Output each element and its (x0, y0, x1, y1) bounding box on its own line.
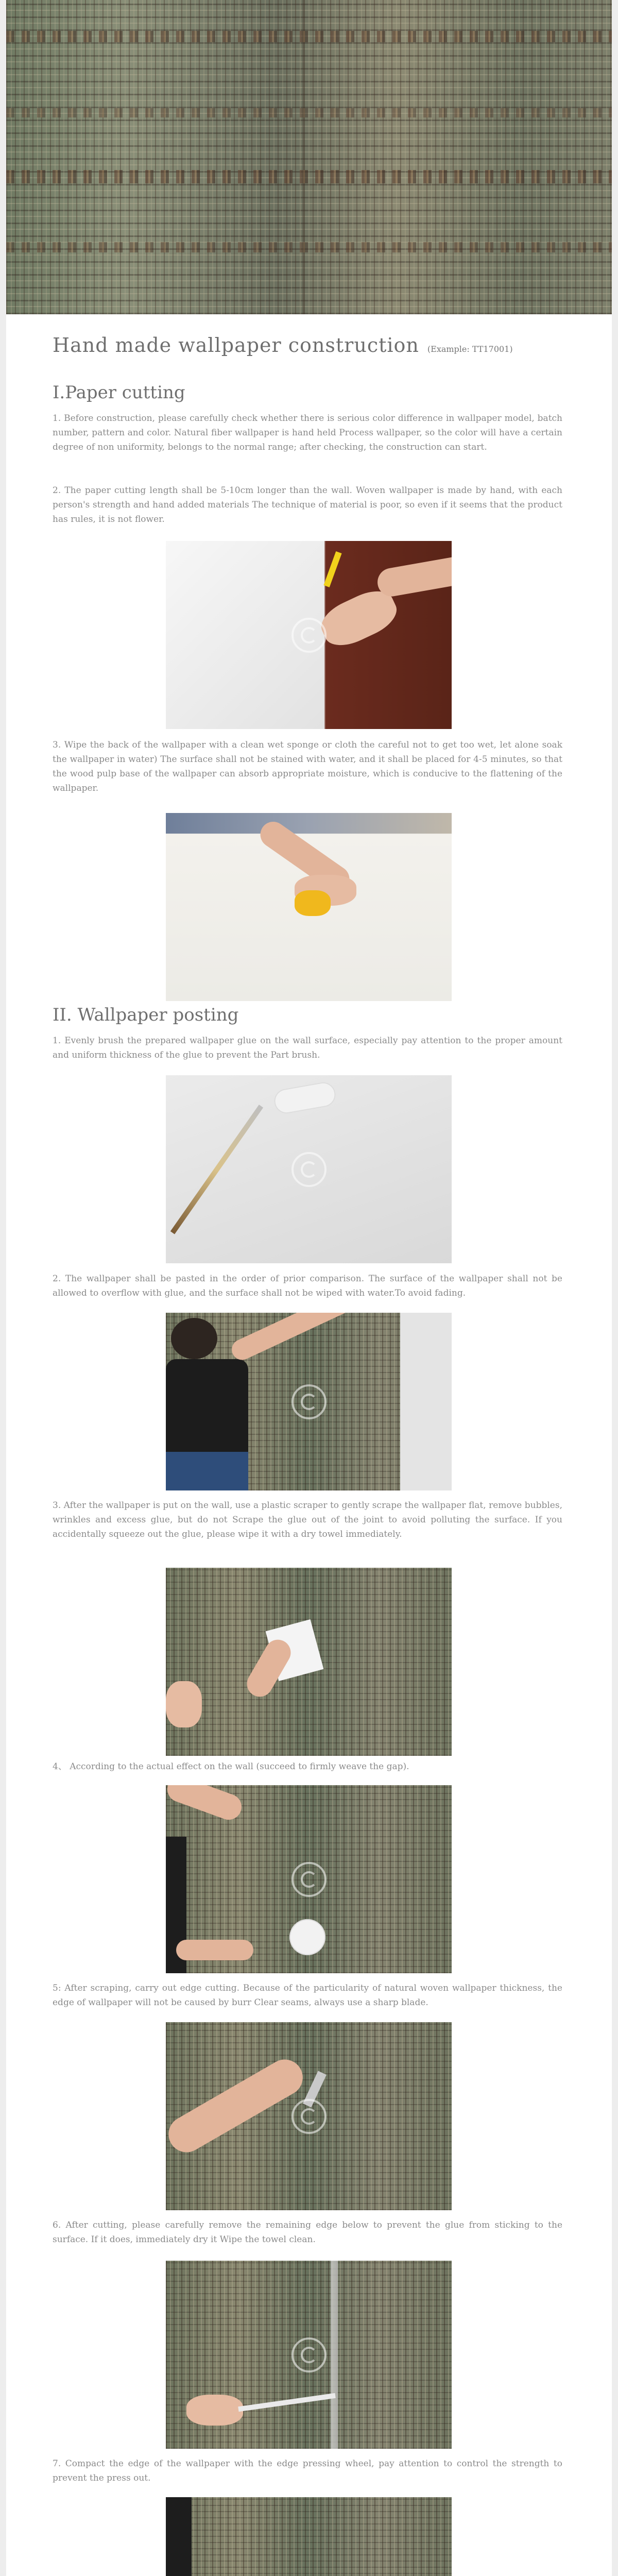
photo-scraping (166, 1568, 452, 1756)
photo-pasting-wallpaper (166, 1313, 452, 1490)
wallpaper-roll-icon (289, 1919, 325, 1955)
person-legs (166, 813, 452, 834)
photo-glue-roller (166, 1075, 452, 1263)
cutting-step-3: 3. Wipe the back of the wallpaper with a clean wet sponge or cloth the careful not to get too wet, let alone soak the wallpaper in water) The surface shall not be stained with water, and it shall be placed for 4-5 minutes, so that the wood pulp base of the wallpaper can absorb appropriate moisture, which is conducive to the flattening of the wallpaper. (53, 740, 562, 793)
posting-step-1: 1. Evenly brush the prepared wallpaper glue on the wall surface, especially pay attention to the proper amount and uniform thickness of the glue to prevent the Part brush. (53, 1036, 562, 1060)
knife-icon (323, 551, 341, 587)
arm-shape (176, 1940, 253, 1960)
paint-roller-icon (272, 1080, 338, 1115)
person-shirt (166, 1359, 248, 1452)
roller-handle (170, 1105, 263, 1234)
hand-shape (186, 2395, 243, 2426)
example-code: (Example: TT17001) (427, 344, 513, 354)
arm-shape (166, 2053, 310, 2159)
section-title-wallpaper-posting: II. Wallpaper posting (53, 1005, 239, 1025)
posting-step-4: 4、 According to the actual effect on the wall (succeed to firmly weave the gap). (53, 1761, 409, 1772)
watermark-logo-icon (291, 1384, 327, 1419)
watermark-logo-icon (291, 2337, 327, 2372)
page (6, 0, 612, 2576)
hero-texture-band (6, 242, 612, 252)
posting-step-5: 5: After scraping, carry out edge cutting. Because of the particularity of natural woven wallpaper thickness, the edge of wallpaper will not be caused by burr Clear seams, always use a sharp blade. (53, 1983, 562, 2008)
hero-wallpaper-image (6, 0, 612, 314)
section-title-paper-cutting: I.Paper cutting (53, 382, 185, 403)
hero-seam (302, 0, 304, 314)
photo-cutting-paper (166, 541, 452, 729)
posting-step-3: 3. After the wallpaper is put on the wall, use a plastic scraper to gently scrape the wallpaper flat, remove bubbles, wrinkles and excess glue, but do not Scrape the glue out of the joint to avoid polluting the surface. If you accidentally squeeze out the glue, please wipe it with a dry towel immediately. (53, 1500, 562, 1539)
arm-shape (229, 1313, 391, 1363)
page-title: Hand made wallpaper construction (53, 334, 419, 357)
blade-icon (238, 2393, 336, 2412)
hero-texture-band (6, 170, 612, 183)
person-jeans (166, 1452, 248, 1490)
posting-step-6: 6. After cutting, please carefully remove the remaining edge below to prevent the glue from sticking to the surface. If it does, immediately dry it Wipe the towel clean. (53, 2220, 562, 2245)
cutting-step-2: 2. The paper cutting length shall be 5-10cm longer than the wall. Woven wallpaper is made by hand, with each person's strength and hand added materials The technique of material is poor, so even if it seems that the product has rules, it is not flower. (53, 485, 562, 524)
arm-shape (375, 553, 452, 599)
watermark-logo-icon (291, 1862, 327, 1897)
photo-roll-on-wall (166, 1785, 452, 1973)
cutting-step-1: 1. Before construction, please carefully check whether there is serious color difference in wallpaper model, batch number, pattern and color. Natural fiber wallpaper is hand held Process wallpaper, so the color will have a certain degree of non uniformity, belongs to the normal range; after checking, the construction can start. (53, 413, 562, 452)
watermark-logo-icon (291, 618, 327, 653)
cut-strip (331, 2261, 338, 2449)
posting-step-2: 2. The wallpaper shall be pasted in the order of prior comparison. The surface of the wallpaper shall not be allowed to overflow with glue, and the surface shall not be wiped with water.To avoid fading. (53, 1274, 562, 1298)
page-header (53, 334, 513, 357)
watermark-logo-icon (291, 2099, 327, 2134)
person-shirt (166, 2497, 192, 2576)
hero-texture-band (6, 108, 612, 117)
photo-wiping-back (166, 813, 452, 1001)
photo-edge-cutting (166, 2022, 452, 2210)
sponge-icon (295, 890, 331, 916)
photo-edge-pressing (166, 2497, 452, 2576)
posting-step-7: 7. Compact the edge of the wallpaper with the edge pressing wheel, pay attention to control the strength to prevent the press out. (53, 2459, 562, 2483)
person-head (171, 1318, 217, 1359)
hand-shape (166, 1681, 202, 1727)
arm-shape (166, 1785, 245, 1823)
hero-texture-band (6, 31, 612, 42)
watermark-logo-icon (291, 1152, 327, 1187)
bare-wall (400, 1313, 452, 1490)
photo-removing-edge (166, 2261, 452, 2449)
